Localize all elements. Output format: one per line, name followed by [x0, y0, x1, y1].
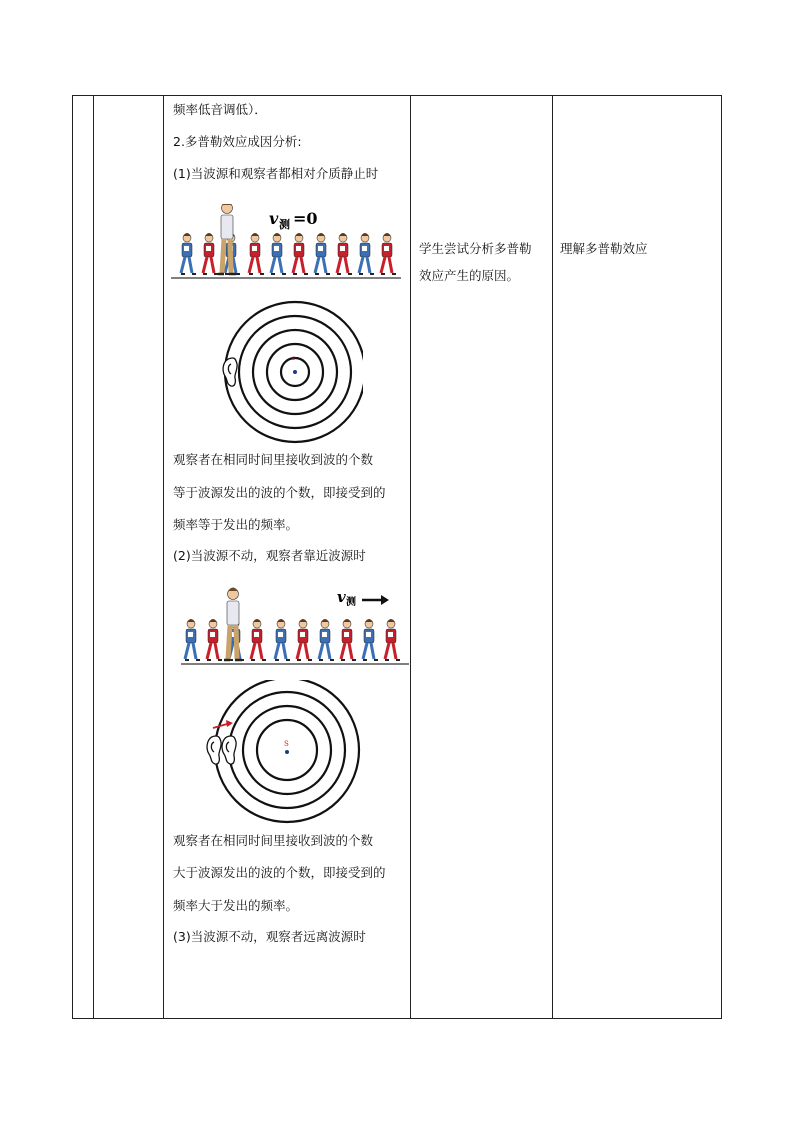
walker-figure — [337, 233, 352, 274]
walker-figure — [185, 619, 200, 660]
walker-figure — [315, 233, 330, 274]
case1-explanation-3: 频率等于发出的频率。 — [173, 517, 299, 532]
walker-figure — [359, 233, 374, 274]
col-divider-1 — [93, 96, 94, 1018]
walker-figure — [297, 619, 312, 660]
source-dot — [293, 370, 297, 374]
fig3-v-label: v — [337, 588, 346, 606]
student-activity-line-2: 效应产生的原因。 — [419, 268, 520, 283]
case3-title: (3)当波源不动，观察者远离波源时 — [173, 929, 366, 944]
ear-icon — [207, 736, 221, 764]
walker-figure — [363, 619, 378, 660]
col-divider-3 — [410, 96, 411, 1018]
walker-figure — [207, 619, 222, 660]
fig1-v-label: v — [269, 209, 279, 228]
col-divider-2 — [163, 96, 164, 1018]
fig1-v-sub: 测 — [279, 218, 290, 231]
source-dot — [285, 750, 289, 754]
walker-figure — [181, 233, 196, 274]
design-intent-line-1: 理解多普勒效应 — [560, 241, 648, 256]
col-divider-4 — [552, 96, 553, 1018]
walker-figure — [341, 619, 356, 660]
walker-figure — [249, 233, 264, 274]
case1-title: (1)当波源和观察者都相对介质静止时 — [173, 166, 379, 181]
walkers-figure-approaching — [179, 586, 411, 668]
lesson-table — [72, 95, 722, 1019]
wavefront-figure-approaching — [201, 680, 371, 825]
wavefront-figure-stationary — [213, 296, 363, 446]
arrow-right-icon — [213, 720, 233, 728]
walkers-figure-stationary — [169, 204, 405, 282]
section-heading: 2.多普勒效应成因分析: — [173, 134, 302, 149]
walker-figure — [293, 233, 308, 274]
fig1-v-eq: =0 — [293, 209, 318, 228]
case2-explanation-2: 大于波源发出的波的个数，即接受到的 — [173, 865, 386, 880]
case2-explanation-1: 观察者在相同时间里接收到波的个数 — [173, 833, 374, 848]
walker-figure — [385, 619, 400, 660]
walker-figure — [275, 619, 290, 660]
case2-title: (2)当波源不动，观察者靠近波源时 — [173, 548, 366, 563]
case1-explanation-1: 观察者在相同时间里接收到波的个数 — [173, 452, 374, 467]
source-mark: s — [292, 355, 296, 362]
text-line-cont: 频率低音调低）． — [173, 102, 267, 117]
walker-figure — [381, 233, 396, 274]
case2-explanation-3: 频率大于发出的频率。 — [173, 898, 299, 913]
walker-figure — [319, 619, 334, 660]
student-activity-line-1: 学生尝试分析多普勒 — [419, 241, 532, 256]
source-label: S — [284, 740, 289, 748]
fig3-v-sub: 测 — [346, 597, 356, 608]
walker-figure — [203, 233, 218, 274]
walker-figure — [271, 233, 286, 274]
arrow-right-icon — [362, 595, 389, 605]
case1-explanation-2: 等于波源发出的波的个数，即接受到的 — [173, 485, 386, 500]
walker-figure — [251, 619, 266, 660]
ear-icon — [222, 736, 236, 764]
